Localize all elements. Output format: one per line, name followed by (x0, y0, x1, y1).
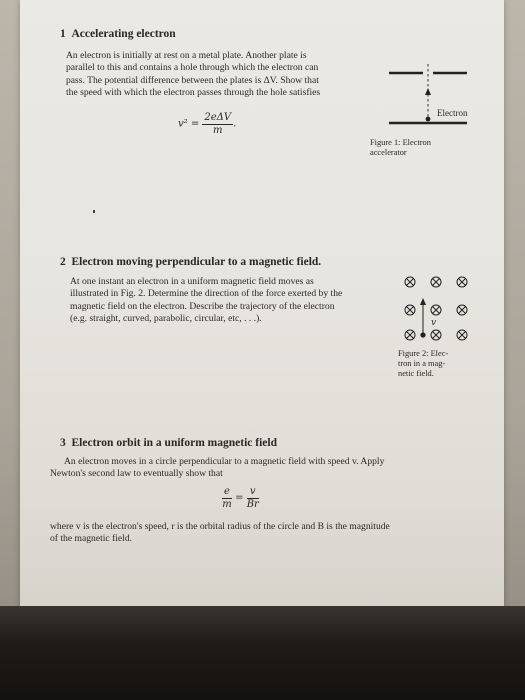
paragraph-line: At one instant an electron in a uniform magnetic field moves as (70, 276, 314, 287)
electron-dot (426, 117, 431, 122)
equation-fraction (202, 112, 233, 136)
field-into-page-icon (405, 305, 415, 315)
paragraph-line: pass. The potential difference between the plates is ΔV. Show that (66, 74, 319, 86)
dark-foreground-shadow (0, 606, 525, 700)
equation-numerator: e (224, 486, 230, 497)
equation-denominator: Br (246, 499, 259, 510)
section-title: Electron orbit in a uniform magnetic field (71, 437, 277, 449)
section-title: Electron moving perpendicular to a magnetic field. (71, 256, 322, 268)
paragraph-line: illustrated in Fig. 2. Determine the direction of the force exerted by the (70, 288, 343, 300)
equation-2 (222, 486, 259, 510)
section-3-closing (50, 521, 500, 546)
figure-1-caption (370, 138, 431, 158)
caption-line: accelerator (370, 148, 407, 157)
section-number: 3 (60, 437, 66, 449)
paragraph-line: the speed with which the electron passes through the hole satisfies (66, 87, 321, 99)
field-into-page-icon (405, 330, 415, 340)
paragraph-line: An electron moves in a circle perpendicular to a magnetic field with speed v. Apply (64, 456, 385, 467)
equation-1 (178, 112, 236, 136)
section-1-paragraph (66, 50, 396, 100)
paragraph-line: (e.g. straight, curved, parabolic, circular, etc, . . .). (70, 313, 262, 325)
section-number: 1 (60, 28, 66, 40)
arrow-up-icon (420, 298, 426, 305)
equation-denominator: m (222, 499, 232, 510)
equation-lhs: v² = (178, 118, 200, 130)
field-into-page-icons (405, 277, 467, 340)
section-3-heading (60, 437, 277, 449)
arrow-up-icon (425, 88, 431, 95)
equation-numerator: v (247, 486, 259, 499)
equation-equals: = (235, 492, 244, 504)
field-into-page-icon (457, 305, 467, 315)
caption-line: Figure 1: Electron (370, 138, 431, 147)
field-into-page-icon (405, 277, 415, 287)
section-number: 2 (60, 256, 66, 268)
section-2-heading (60, 256, 321, 268)
paragraph-line: parallel to this and contains a hole through which the electron can (66, 62, 319, 74)
section-1-heading (60, 28, 176, 40)
electron-label: Electron (437, 108, 468, 118)
field-into-page-icon (457, 277, 467, 287)
equation-fraction-right (247, 486, 259, 510)
figure-1-diagram (385, 62, 505, 132)
paragraph-line: of the magnetic field. (50, 533, 133, 545)
figure-2-caption (398, 349, 448, 379)
equation-denominator: m (213, 125, 223, 136)
figure-2-diagram (398, 268, 498, 348)
section-3-paragraph (50, 456, 495, 481)
electron-dot (420, 332, 425, 337)
paragraph-line: where v is the electron's speed, r is the orbital radius of the circle and B is the magnitude (50, 521, 390, 532)
field-into-page-icon (431, 330, 441, 340)
equation-numerator: 2eΔV (204, 112, 232, 123)
section-title: Accelerating electron (71, 28, 176, 40)
field-into-page-icon (431, 305, 441, 315)
caption-line: netic field. (398, 369, 434, 378)
caption-line: Figure 2: Elec- (398, 349, 449, 358)
section-2-paragraph (70, 276, 400, 326)
equation-fraction-left (222, 486, 232, 510)
paragraph-line: magnetic field on the electron. Describe the trajectory of the electron (70, 300, 335, 312)
paragraph-line: An electron is initially at rest on a metal plate. Another plate is (66, 50, 307, 61)
caption-line: tron in a mag- (398, 359, 446, 368)
paragraph-line: Newton's second law to eventually show that (50, 468, 223, 480)
field-into-page-icon (431, 277, 441, 287)
velocity-label: v (431, 318, 437, 328)
field-into-page-icon (457, 330, 467, 340)
equation-period: . (233, 118, 237, 130)
speck (93, 210, 95, 213)
